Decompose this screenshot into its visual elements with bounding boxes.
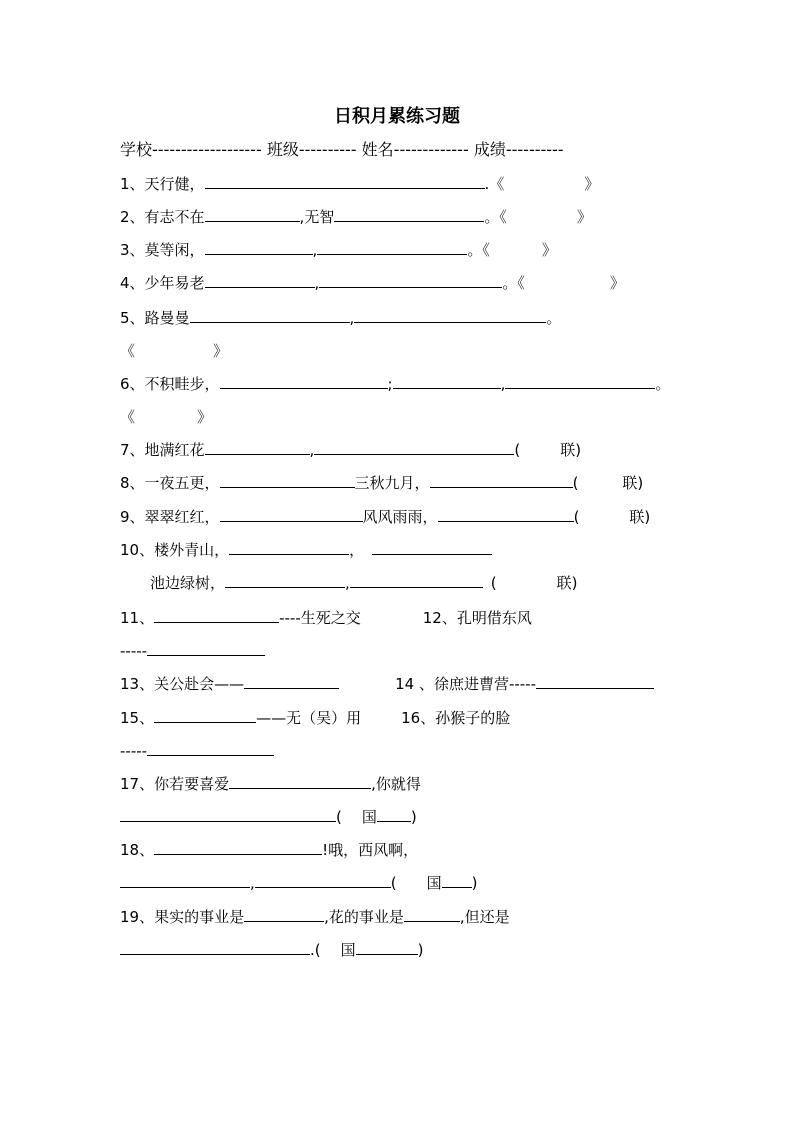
q7-prefix: 7、地满红花 <box>120 441 205 459</box>
question-5-source <box>120 341 228 361</box>
question-19 <box>120 907 510 927</box>
school-field[interactable]: ------------------- <box>152 140 262 159</box>
q17-paren-open: ( <box>336 808 342 826</box>
q5-mid: , <box>349 309 355 327</box>
q19-blank-3[interactable] <box>120 940 310 955</box>
q8-type: 联) <box>622 474 644 492</box>
q17-country-blank[interactable] <box>377 807 411 822</box>
q17-blank-2[interactable] <box>120 807 336 822</box>
q18-blank-1[interactable] <box>154 840 322 855</box>
q11-prefix: 11、 <box>120 609 155 627</box>
q1-prefix: 1、天行健， <box>120 175 205 193</box>
q7-mid: , <box>309 441 315 459</box>
q1-blank[interactable] <box>205 174 485 189</box>
q5-open: 《 <box>120 342 136 360</box>
question-4 <box>120 273 625 293</box>
q12-dashes: ----- <box>120 642 148 660</box>
question-3 <box>120 240 557 260</box>
q8-paren-open: ( <box>572 474 579 492</box>
q12-blank[interactable] <box>147 641 265 656</box>
q10-blank-3[interactable] <box>225 573 345 588</box>
q2-open: 。《 <box>484 208 507 226</box>
q15-suffix: ——无（吴）用 <box>256 709 362 727</box>
q4-prefix: 4、少年易老 <box>120 274 205 292</box>
score-label: 成绩 <box>473 140 506 159</box>
q6-blank-2[interactable] <box>393 374 501 389</box>
q3-close: 》 <box>541 241 557 259</box>
question-9 <box>120 507 650 527</box>
q1-source-blank[interactable] <box>504 175 584 189</box>
q1-open: .《 <box>484 175 505 193</box>
q9-prefix: 9、翠翠红红， <box>120 508 220 526</box>
q13-blank[interactable] <box>244 674 339 689</box>
page-title: 日积月累练习题 <box>334 106 460 127</box>
q14-blank[interactable] <box>536 674 654 689</box>
q10-paren-open: ( <box>490 574 497 592</box>
q5-source-blank[interactable] <box>135 342 213 356</box>
q10-line2-mid: , <box>345 574 350 592</box>
q3-blank-2[interactable] <box>317 240 467 255</box>
q18-blank-2[interactable] <box>120 873 250 888</box>
q3-source-blank[interactable] <box>490 241 542 255</box>
school-label: 学校 <box>120 140 153 159</box>
q6-mid-2: , <box>500 375 506 393</box>
q4-blank-1[interactable] <box>205 273 315 288</box>
q6-prefix: 6、不积畦步， <box>120 375 220 393</box>
q10-type: 联) <box>556 574 578 592</box>
q13-text: 13、关公赴会—— <box>120 675 245 693</box>
q8-prefix: 8、一夜五更， <box>120 474 220 492</box>
q17-country: 国 <box>361 808 377 826</box>
question-10-line-2 <box>150 573 578 593</box>
q6-close: 》 <box>197 408 213 426</box>
q2-prefix: 2、有志不在 <box>120 208 205 226</box>
question-10 <box>120 540 492 560</box>
q17-blank-1[interactable] <box>229 774 371 789</box>
q2-blank-1[interactable] <box>205 207 300 222</box>
question-16-line-2 <box>120 741 274 761</box>
q18-prefix: 18、 <box>120 841 155 859</box>
q16-dashes: ----- <box>120 742 148 760</box>
q7-paren-open: ( <box>514 441 521 459</box>
q7-blank-1[interactable] <box>205 440 310 455</box>
q19-blank-1[interactable] <box>244 907 324 922</box>
q19-prefix: 19、果实的事业是 <box>120 908 245 926</box>
q8-blank-2[interactable] <box>430 473 573 488</box>
name-label: 姓名 <box>361 140 394 159</box>
q7-type: 联) <box>560 441 582 459</box>
question-15 <box>120 708 510 728</box>
q10-blank-4[interactable] <box>350 573 483 588</box>
q6-end: 。 <box>655 375 671 393</box>
question-7 <box>120 440 581 460</box>
question-13 <box>120 674 654 694</box>
q11-suffix: ----生死之交 <box>279 609 361 627</box>
question-12-line-2 <box>120 641 265 661</box>
question-8 <box>120 473 643 493</box>
q19-mid-2: ,但还是 <box>459 908 510 926</box>
q4-blank-2[interactable] <box>319 273 502 288</box>
q2-blank-2[interactable] <box>334 207 484 222</box>
class-label: 班级 <box>266 140 299 159</box>
question-11 <box>120 608 532 628</box>
question-1 <box>120 174 599 194</box>
q8-mid: 三秋九月， <box>354 474 430 492</box>
question-6 <box>120 374 670 394</box>
q16-blank[interactable] <box>147 741 274 756</box>
q18-paren-close: ) <box>471 874 478 892</box>
q18-country: 国 <box>426 874 442 892</box>
q10-blank-2[interactable] <box>372 540 492 555</box>
q18-paren-open: ( <box>390 874 397 892</box>
q19-mid-1: ,花的事业是 <box>324 908 404 926</box>
q15-blank[interactable] <box>154 708 256 723</box>
q18-blank-3[interactable] <box>255 873 391 888</box>
q9-blank-1[interactable] <box>220 507 363 522</box>
question-18-line-2 <box>120 873 478 893</box>
q2-close: 》 <box>576 208 592 226</box>
q10-prefix: 10、楼外青山， <box>120 541 230 559</box>
q19-paren-close: ) <box>417 941 424 959</box>
question-6-source <box>120 407 212 427</box>
q6-source-blank[interactable] <box>135 408 197 422</box>
q17-prefix: 17、你若要喜爱 <box>120 775 230 793</box>
q3-prefix: 3、莫等闲， <box>120 241 205 259</box>
question-16: 16、孙猴子的脸 <box>401 709 511 727</box>
question-18 <box>120 840 418 860</box>
q4-open: 。《 <box>502 274 525 292</box>
class-field[interactable]: ---------- <box>298 140 357 159</box>
q1-close: 》 <box>584 175 600 193</box>
q10-line2-prefix: 池边绿树， <box>150 574 226 592</box>
q2-source-blank[interactable] <box>507 208 577 222</box>
score-field[interactable]: ---------- <box>505 140 564 159</box>
q7-blank-2[interactable] <box>314 440 514 455</box>
q18-comma: , <box>250 874 255 892</box>
q18-country-blank[interactable] <box>442 873 472 888</box>
q17-paren-close: ) <box>410 808 417 826</box>
q4-source-blank[interactable] <box>525 274 610 288</box>
q10-blank-1[interactable] <box>229 540 349 555</box>
q18-mid: !哦，西风啊， <box>322 841 419 859</box>
q6-mid-1: ; <box>387 375 393 393</box>
q9-type: 联) <box>629 508 651 526</box>
q19-blank-2[interactable] <box>404 907 460 922</box>
q2-mid: ,无智 <box>299 208 335 226</box>
q4-mid: , <box>314 274 320 292</box>
q4-close: 》 <box>609 274 625 292</box>
question-17 <box>120 774 421 794</box>
q3-mid: , <box>312 241 318 259</box>
q6-open: 《 <box>120 408 136 426</box>
q5-close: 》 <box>213 342 229 360</box>
q11-blank[interactable] <box>154 608 279 623</box>
q10-mid: ， <box>349 541 365 559</box>
q3-blank-1[interactable] <box>205 240 313 255</box>
q19-country: 国 <box>340 941 356 959</box>
q15-prefix: 15、 <box>120 709 155 727</box>
q17-mid: ,你就得 <box>371 775 421 793</box>
question-5 <box>120 308 561 328</box>
q19-end: .( <box>310 941 321 959</box>
q9-blank-2[interactable] <box>438 507 574 522</box>
name-field[interactable]: ------------- <box>393 140 469 159</box>
q5-blank-1[interactable] <box>190 308 350 323</box>
question-12: 12、孔明借东风 <box>422 609 532 627</box>
q5-end: 。 <box>546 309 562 327</box>
q6-blank-1[interactable] <box>220 374 388 389</box>
question-17-line-2 <box>120 807 417 827</box>
question-14: 14 、徐庶进曹营----- <box>395 675 537 693</box>
q8-blank-1[interactable] <box>220 473 355 488</box>
question-2 <box>120 207 592 227</box>
q9-mid: 风风雨雨， <box>362 508 438 526</box>
q6-blank-3[interactable] <box>505 374 655 389</box>
q3-open: 。《 <box>467 241 490 259</box>
q5-blank-2[interactable] <box>354 308 546 323</box>
header-row <box>120 140 564 160</box>
q9-paren-open: ( <box>573 508 580 526</box>
question-19-line-2 <box>120 940 424 960</box>
q5-prefix: 5、路曼曼 <box>120 309 190 327</box>
q19-country-blank[interactable] <box>356 940 418 955</box>
